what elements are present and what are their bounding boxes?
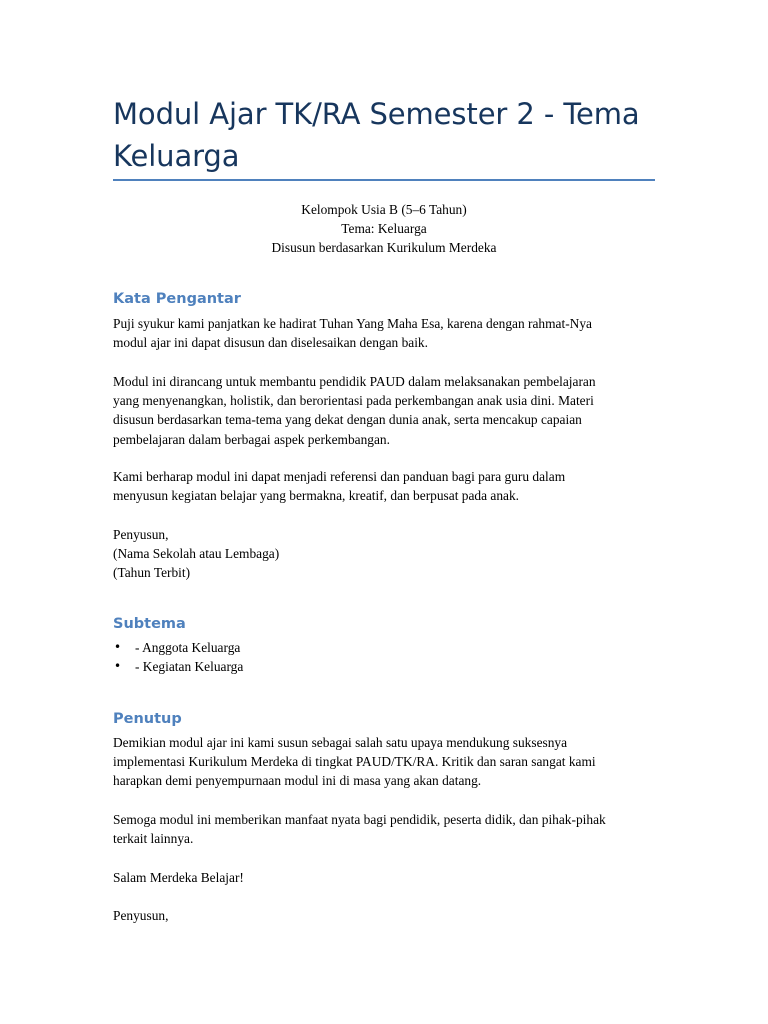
list-item (113, 657, 243, 676)
penutup-paragraph-2 (113, 810, 655, 848)
list-item-label: - Anggota Keluarga (135, 640, 241, 655)
signature-line: (Tahun Terbit) (113, 565, 191, 581)
kata-pengantar-paragraph-1 (113, 314, 655, 352)
text-line: terkait lainnya. (113, 831, 194, 847)
heading-kata-pengantar: Kata Pengantar (113, 291, 241, 307)
penutup-signature (113, 906, 655, 925)
heading-subtema: Subtema (113, 616, 186, 632)
subtema-list (113, 638, 243, 676)
text-line: Modul ini dirancang untuk membantu pendidik PAUD dalam melaksanakan pembelajaran (113, 374, 596, 389)
kata-pengantar-paragraph-2 (113, 372, 655, 449)
text-line: menyusun kegiatan belajar yang bermakna, kreatif, dan berpusat pada anak. (113, 488, 520, 504)
kata-pengantar-paragraph-3 (113, 467, 655, 505)
signature-line: Penyusun, (113, 908, 169, 923)
penutup-paragraph-3 (113, 868, 655, 887)
penutup-paragraph-1 (113, 733, 655, 791)
text-line: Puji syukur kami panjatkan ke hadirat Tuhan Yang Maha Esa, karena dengan rahmat-Nya (113, 316, 592, 331)
meta-age-group: Kelompok Usia B (5–6 Tahun) (301, 202, 467, 217)
text-line: modul ajar ini dapat disusun dan diselesaikan dengan baik. (113, 335, 428, 351)
bullet-icon: • (114, 640, 122, 654)
text-line: Salam Merdeka Belajar! (113, 870, 244, 885)
text-line: Semoga modul ini memberikan manfaat nyata bagi pendidik, peserta didik, dan pihak-pihak (113, 812, 606, 827)
text-line: Kami berharap modul ini dapat menjadi referensi dan panduan bagi para guru dalam (113, 469, 566, 484)
kata-pengantar-signature (113, 525, 655, 583)
text-line: pembelajaran dalam berbagai aspek perkembangan. (113, 431, 390, 447)
list-item (113, 638, 243, 657)
text-line: implementasi Kurikulum Merdeka di tingkat PAUD/TK/RA. Kritik dan saran sangat kami (113, 754, 596, 770)
text-line: harapkan demi penyempurnaan modul ini di masa yang akan datang. (113, 773, 482, 789)
text-line: yang menyenangkan, holistik, dan berorientasi pada perkembangan anak usia dini. Materi (113, 393, 594, 409)
signature-line: Penyusun, (113, 527, 169, 542)
meta-curriculum: Disusun berdasarkan Kurikulum Merdeka (271, 240, 497, 255)
bullet-icon: • (114, 659, 122, 674)
title-underline (113, 179, 655, 181)
heading-penutup: Penutup (113, 711, 182, 727)
document-title: Modul Ajar TK/RA Semester 2 - Tema Keluarga (113, 97, 640, 173)
signature-line: (Nama Sekolah atau Lembaga) (113, 546, 280, 562)
meta-theme: Tema: Keluarga (341, 221, 427, 236)
text-line: Demikian modul ajar ini kami susun sebagai salah satu upaya mendukung suksesnya (113, 735, 568, 750)
text-line: disusun berdasarkan tema-tema yang dekat dengan dunia anak, serta mencakup capaian (113, 412, 582, 428)
list-item-label: - Kegiatan Keluarga (135, 659, 244, 675)
document-meta (113, 200, 655, 257)
